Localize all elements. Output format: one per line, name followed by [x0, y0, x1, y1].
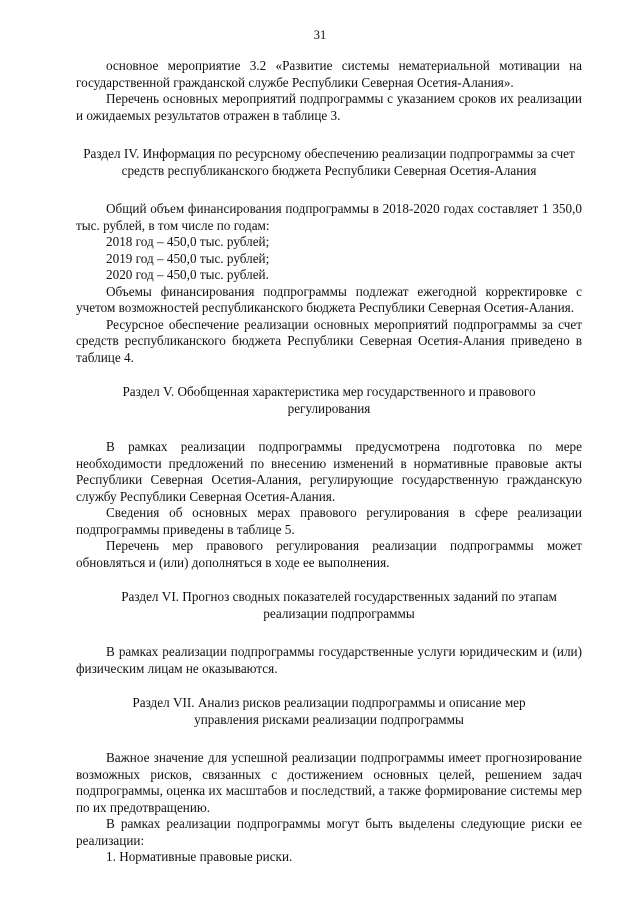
financing-year-2019: 2019 год – 450,0 тыс. рублей;	[106, 250, 270, 266]
paragraph-table-3-reference: Перечень основных мероприятий подпрограммы с указанием сроков их реализации и ожидаемых результатов отражен в таблице 3.	[76, 91, 582, 123]
page-number: 31	[313, 28, 327, 42]
paragraph-legislative-proposals: В рамках реализации подпрограммы предусмотрена подготовка по мере необходимости предложений по внесению изменений в нормативные правовые акты Республики Северная Осетия-Алания, регулирующие государственную гражданскую службу Республики Северная Осетия-Алания.	[76, 439, 582, 504]
paragraph-risk-forecasting: Важное значение для успешной реализации подпрограммы имеет прогнозирование возможных рисков, связанных с достижением основных целей, решением задач подпрограммы, оценка их масштабов и последствий, а также формирование системы мер по их предотвращению.	[76, 750, 582, 815]
section-heading-vii: Раздел VII. Анализ рисков реализации подпрограммы и описание мер управления рисками реализации подпрограммы	[132, 695, 526, 727]
section-heading-v: Раздел V. Обобщенная характеристика мер государственного и правового регулирования	[122, 384, 536, 416]
paragraph-risk-list-intro: В рамках реализации подпрограммы могут быть выделены следующие риски ее реализации:	[76, 816, 582, 848]
paragraph-measure-3-2: основное мероприятие 3.2 «Развитие системы нематериальной мотивации на государственной гражданской службе Республики Северная Осетия-Алания».	[76, 58, 582, 90]
paragraph-table-4-reference: Ресурсное обеспечение реализации основных мероприятий подпрограммы за счет средств республиканского бюджета Республики Северная Осетия-Алания приведено в таблице 4.	[76, 316, 582, 365]
paragraph-table-5-reference: Сведения об основных мерах правового регулирования в сфере реализации подпрограммы приведены в таблице 5.	[76, 505, 582, 537]
section-heading-vi: Раздел VI. Прогноз сводных показателей государственных заданий по этапам реализации подпрограммы	[121, 589, 557, 621]
document-body	[76, 58, 582, 866]
paragraph-annual-adjustment: Объемы финансирования подпрограммы подлежат ежегодной корректировке с учетом возможностей республиканского бюджета Республики Северная Осетия-Алания.	[76, 283, 582, 315]
paragraph-total-financing: Общий объем финансирования подпрограммы в 2018-2020 годах составляет 1 350,0 тыс. рублей, в том числе по годам:	[76, 201, 582, 233]
financing-year-2020: 2020 год – 450,0 тыс. рублей.	[106, 267, 269, 282]
list-item-legal-risks: 1. Нормативные правовые риски.	[106, 849, 293, 864]
paragraph-public-services: В рамках реализации подпрограммы государственные услуги юридическим и (или) физическим лицам не оказываются.	[76, 644, 582, 676]
financing-year-2018: 2018 год – 450,0 тыс. рублей;	[106, 234, 270, 249]
section-heading-iv: Раздел IV. Информация по ресурсному обеспечению реализации подпрограммы за счет средств республиканского бюджета Республики Северная Осетия-Алания	[83, 146, 575, 178]
paragraph-measures-update: Перечень мер правового регулирования реализации подпрограммы может обновляться и (или) дополняться в ходе ее выполнения.	[76, 538, 582, 570]
